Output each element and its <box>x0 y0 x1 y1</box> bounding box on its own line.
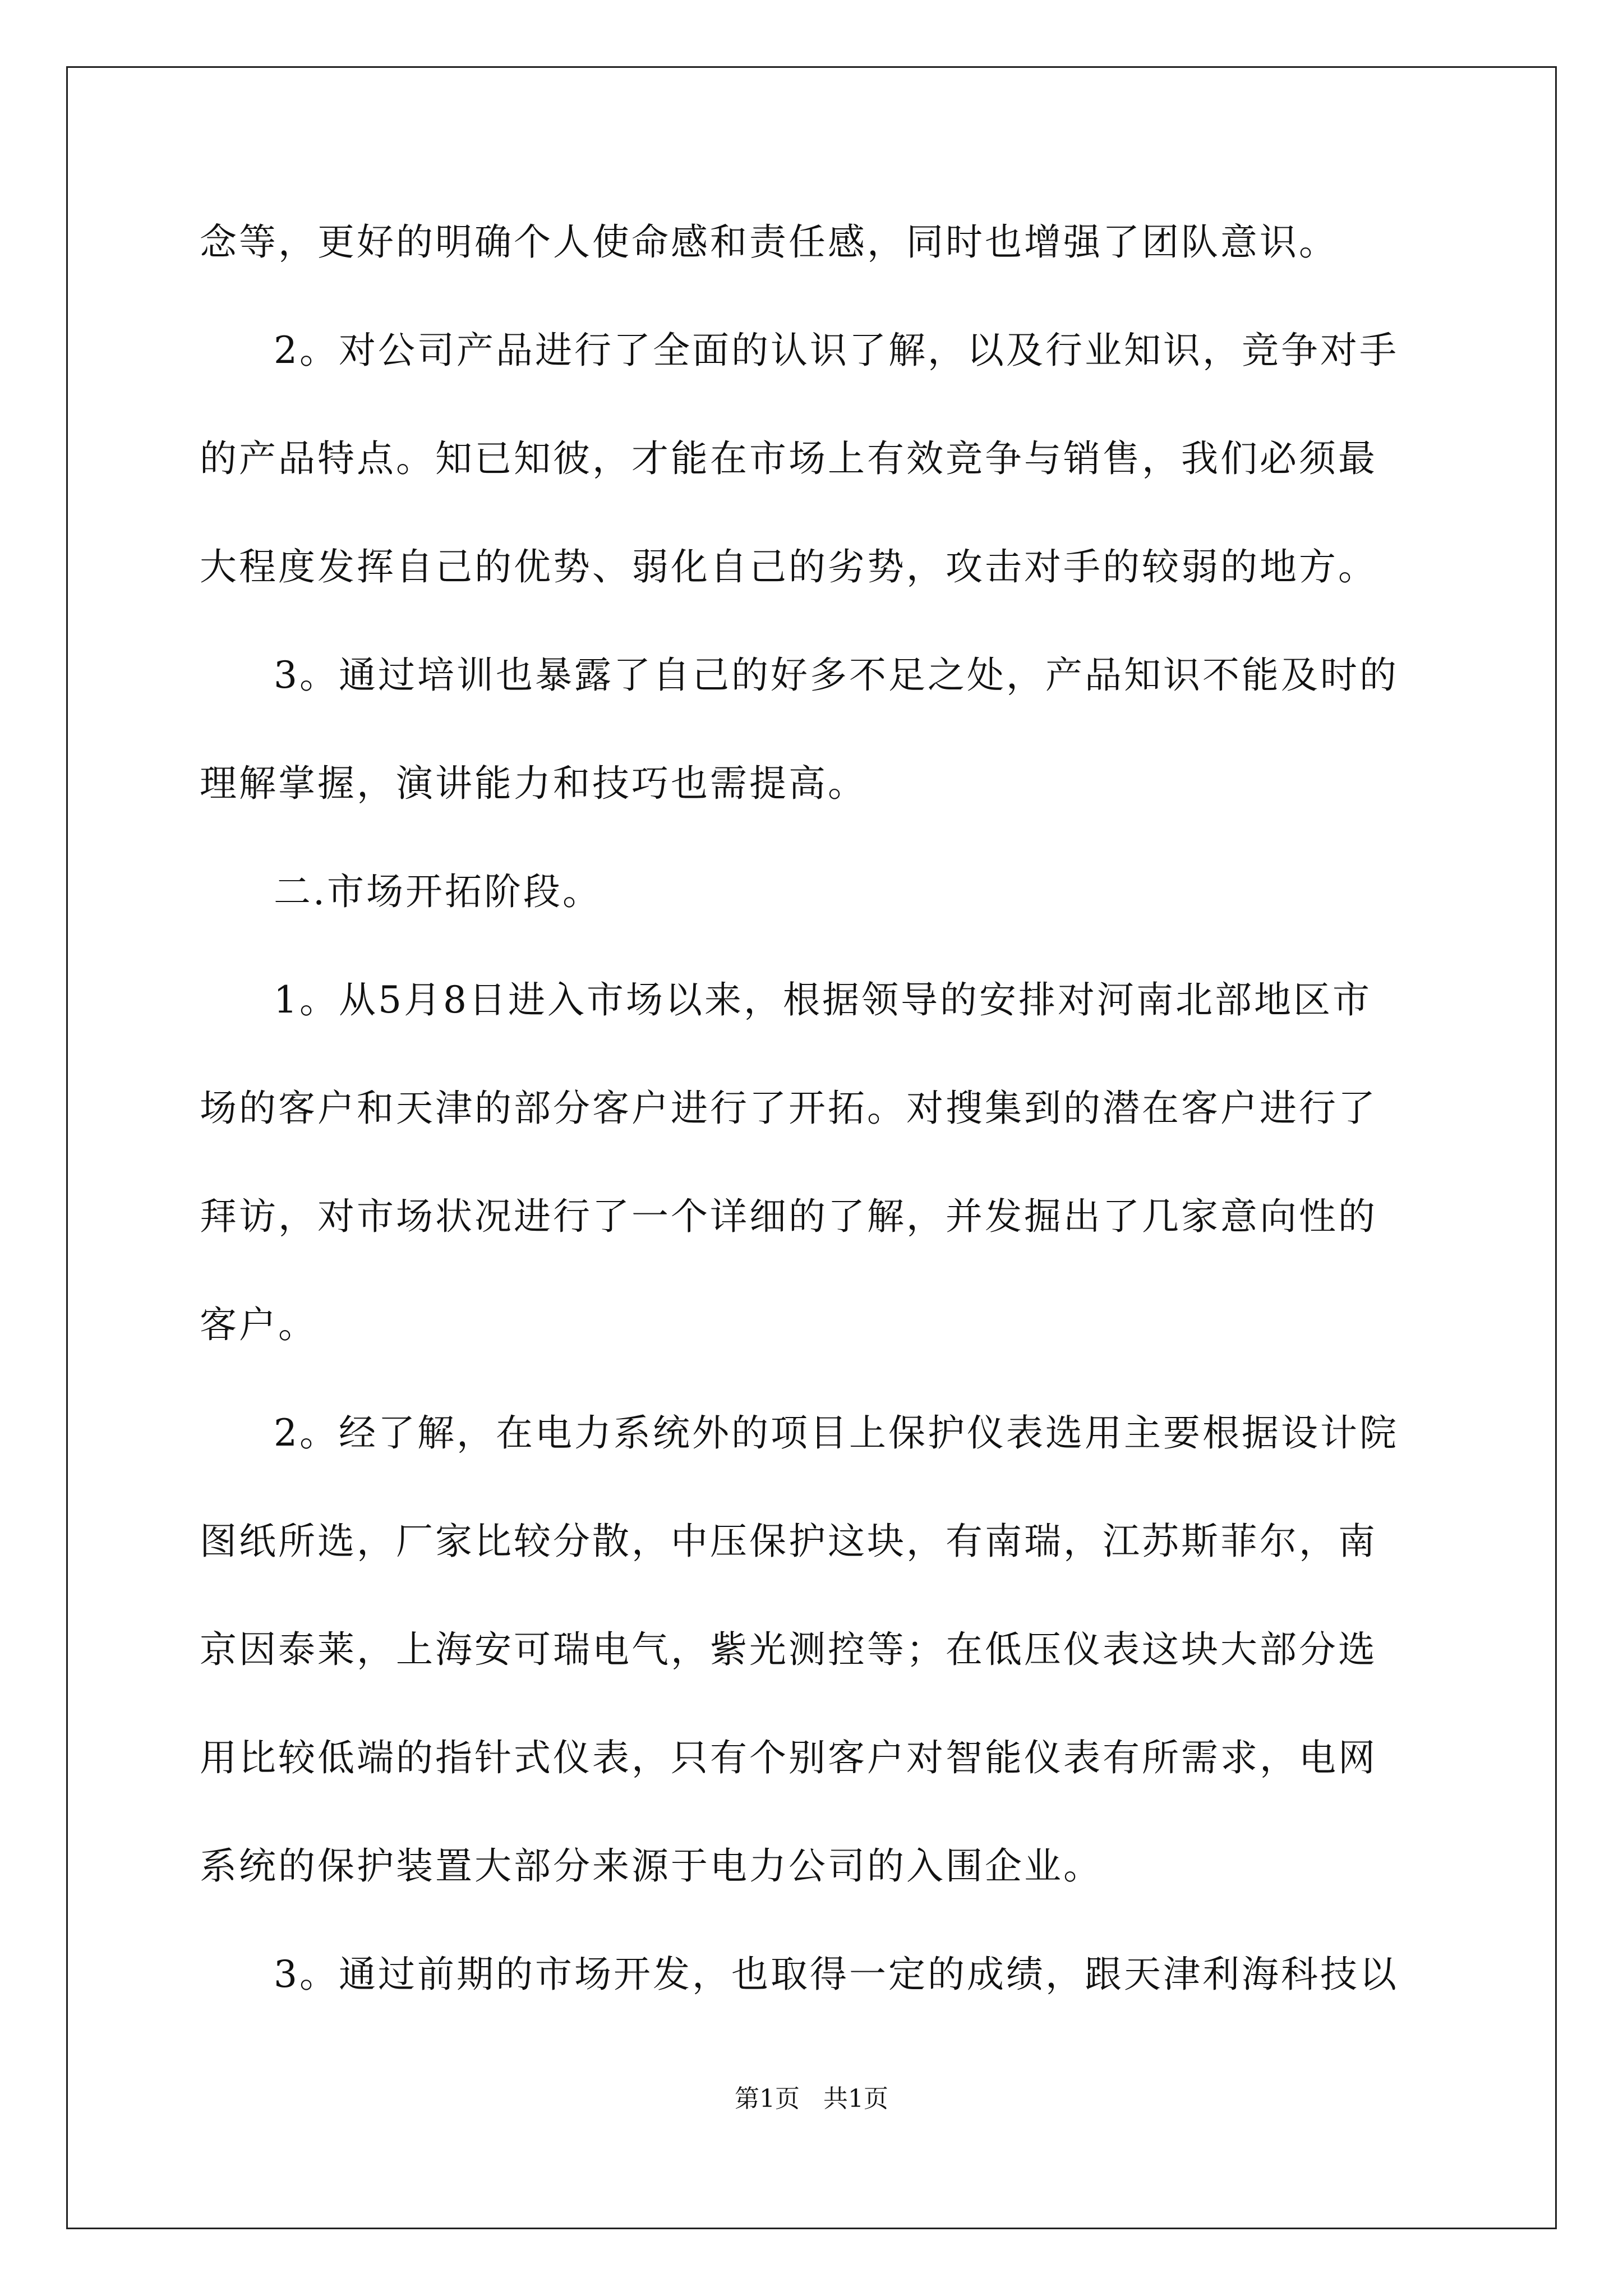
text-line: 用比较低端的指针式仪表，只有个别客户对智能仪表有所需求，电网 <box>200 1736 1377 1779</box>
text-line: 2。经了解，在电力系统外的项目上保护仪表选用主要根据设计院 <box>274 1411 1399 1455</box>
section-heading: 二.市场开拓阶段。 <box>274 870 602 913</box>
text-line: 理解掌握，演讲能力和技巧也需提高。 <box>200 762 867 805</box>
text-line: 场的客户和天津的部分客户进行了开拓。对搜集到的潜在客户进行了 <box>200 1087 1377 1130</box>
text-line: 拜访，对市场状况进行了一个详细的了解，并发掘出了几家意向性的 <box>200 1195 1377 1238</box>
text-line: 京因泰莱，上海安可瑞电气，紫光测控等；在低压仪表这块大部分选 <box>200 1628 1377 1671</box>
text-line: 3。通过前期的市场开发，也取得一定的成绩，跟天津利海科技以 <box>274 1953 1399 1996</box>
text-line: 客户。 <box>200 1303 317 1346</box>
text-line: 系统的保护装置大部分来源于电力公司的入围企业。 <box>200 1844 1103 1888</box>
text-line: 2。对公司产品进行了全面的认识了解，以及行业知识，竞争对手 <box>274 329 1399 372</box>
page-number: 第1页 共1页 <box>735 2085 888 2113</box>
text-line: 念等，更好的明确个人使命感和责任感，同时也增强了团队意识。 <box>200 220 1338 264</box>
page-border <box>66 66 1557 2229</box>
text-line: 的产品特点。知已知彼，才能在市场上有效竞争与销售，我们必须最 <box>200 437 1377 480</box>
text-line: 3。通过培训也暴露了自己的好多不足之处，产品知识不能及时的 <box>274 654 1399 697</box>
text-line: 大程度发挥自己的优势、弱化自己的劣势，攻击对手的较弱的地方。 <box>200 545 1377 588</box>
text-line: 图纸所选，厂家比较分散，中压保护这块，有南瑞，江苏斯菲尔，南 <box>200 1520 1377 1563</box>
text-line: 1。从5月8日进入市场以来，根据领导的安排对河南北部地区市 <box>274 978 1372 1022</box>
